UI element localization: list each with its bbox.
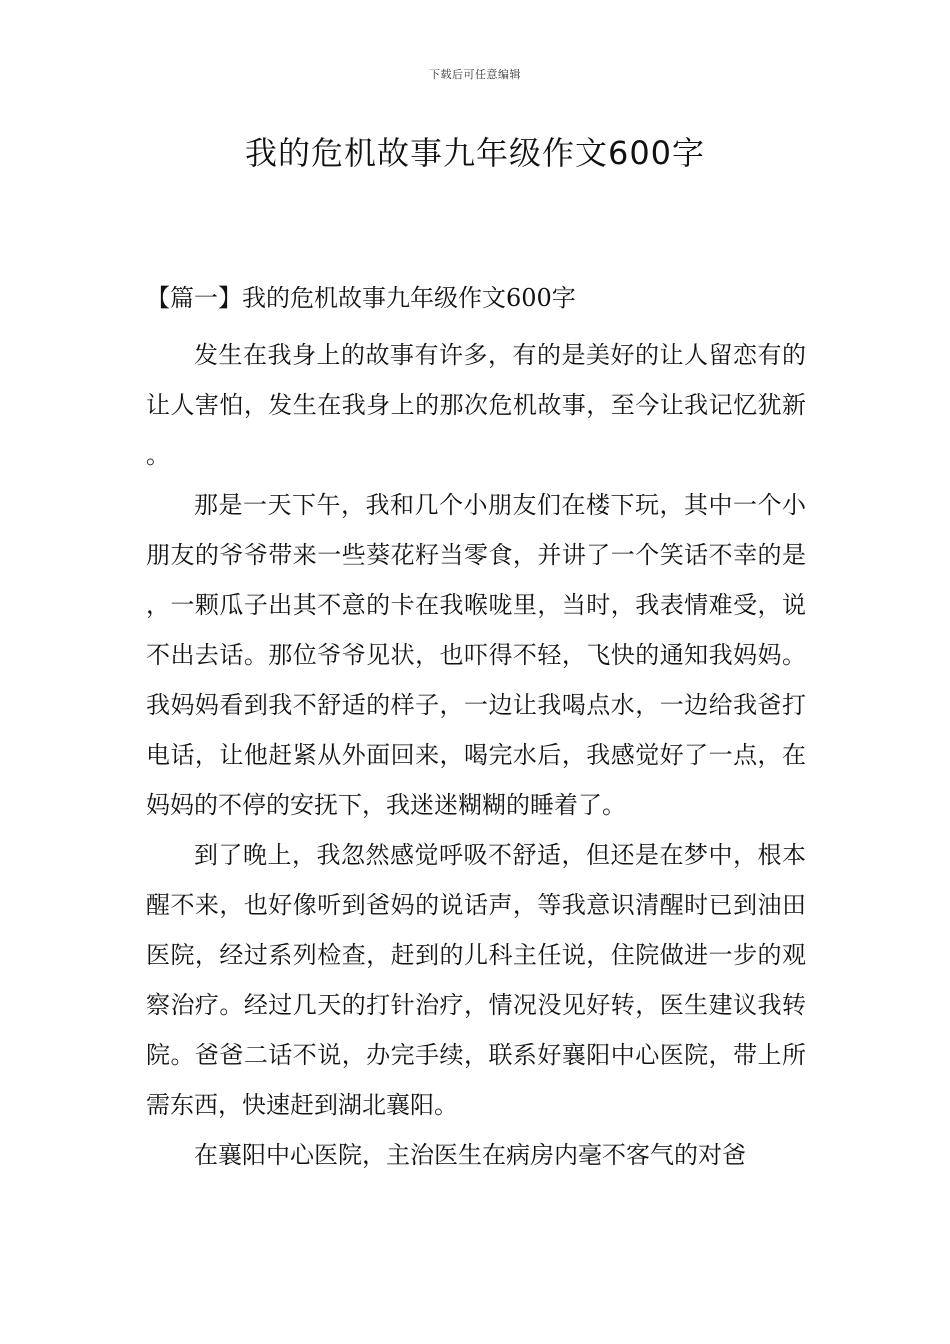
- document-title: 我的危机故事九年级作文600字: [244, 134, 706, 172]
- paragraph-4: 在襄阳中心医院，主治医生在病房内毫不客气的对爸: [194, 1141, 746, 1169]
- paragraph-3: 到了晚上，我忽然感觉呼吸不舒适，但还是在梦中，根本醒不来，也好像听到爸妈的说话声，等我意识清醒时已到油田医院，经过系列检查，赶到的儿科主任说，住院做进一步的观察治疗。经过几天的打针治疗，情况没见好转，医生建议我转院。爸爸二话不说，办完手续，联系好襄阳中心医院，带上所需东西，快速赶到湖北襄阳。: [146, 841, 806, 1119]
- header-note: 下载后可任意编辑: [429, 68, 521, 81]
- paragraph-1: 发生在我身上的故事有许多，有的是美好的让人留恋有的让人害怕，发生在我身上的那次危机故事，至今让我记忆犹新。: [146, 341, 806, 469]
- document-body: [146, 280, 806, 1180]
- section-heading: 【篇一】我的危机故事九年级作文600字: [146, 284, 576, 312]
- paragraph-2: 那是一天下午，我和几个小朋友们在楼下玩，其中一个小朋友的爷爷带来一些葵花籽当零食，并讲了一个笑话不幸的是，一颗瓜子出其不意的卡在我喉咙里，当时，我表情难受，说不出去话。那位爷爷见状，也吓得不轻，飞快的通知我妈妈。我妈妈看到我不舒适的样子，一边让我喝点水，一边给我爸打电话，让他赶紧从外面回来，喝完水后，我感觉好了一点，在妈妈的不停的安抚下，我迷迷糊糊的睡着了。: [146, 491, 806, 819]
